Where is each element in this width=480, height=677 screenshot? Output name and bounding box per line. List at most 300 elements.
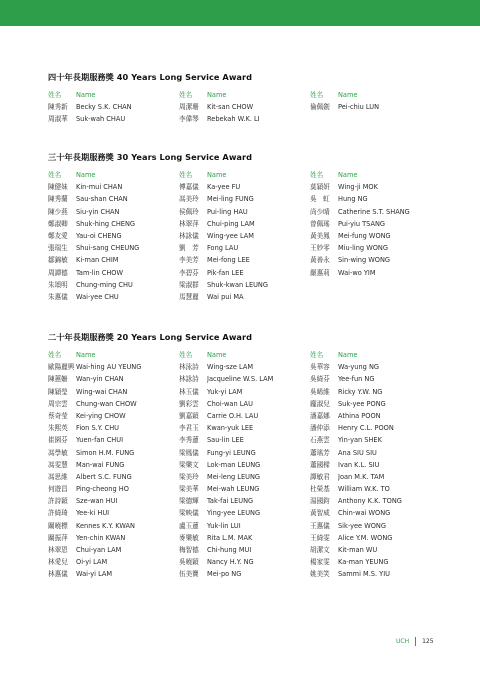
column-header (48, 169, 179, 181)
name-row (179, 483, 310, 495)
name-row (310, 267, 441, 279)
english-name: Wa-yung NG (338, 363, 379, 372)
column-header (48, 89, 179, 101)
column-header (310, 169, 441, 181)
chinese-name: 黃善永 (310, 256, 330, 265)
english-name: Kwan-yuk LEE (207, 424, 254, 433)
name-row (310, 373, 441, 385)
footer-divider (415, 637, 416, 646)
english-name: Oi-yi LAM (76, 558, 108, 567)
name-column (48, 349, 179, 581)
name-row (48, 447, 179, 459)
chinese-name: 梁映儀 (179, 509, 199, 518)
name-row (179, 361, 310, 373)
header-english-name: Name (76, 351, 96, 359)
name-row (179, 181, 310, 193)
english-name: Ka-yee FU (207, 183, 241, 192)
name-row (48, 218, 179, 230)
header-chinese-name: 姓名 (179, 171, 193, 179)
chinese-name: 朱惠儀 (48, 292, 68, 301)
english-name: Yee-ki HUI (76, 509, 110, 518)
name-row (48, 113, 179, 125)
column-header (48, 349, 179, 361)
chinese-name: 梁美玲 (179, 472, 199, 481)
english-name: Shui-sang CHEUNG (76, 244, 140, 253)
english-name: Sin-wing WONG (338, 256, 391, 265)
english-name: Shuk-kwan LEUNG (207, 280, 268, 289)
english-name: Yuen-fan CHUI (76, 436, 124, 445)
english-name: Wing-yee LAM (207, 231, 254, 240)
name-row (48, 544, 179, 556)
english-name: Joan M.K. TAM (338, 472, 385, 481)
chinese-name: 關振萍 (48, 533, 68, 542)
chinese-name: 楊家雯 (310, 558, 330, 567)
chinese-name: 馮思維 (48, 472, 68, 481)
name-row (179, 495, 310, 507)
name-row (48, 410, 179, 422)
chinese-name: 林泳詩 (179, 363, 199, 372)
english-name: Mei-fong LEE (207, 256, 250, 265)
chinese-name: 張瑞生 (48, 244, 68, 253)
header-chinese-name: 姓名 (310, 91, 324, 99)
chinese-name: 吳華容 (310, 363, 330, 372)
chinese-name: 林詠詩 (179, 375, 199, 384)
award-section (48, 332, 438, 579)
name-row (310, 206, 441, 218)
name-row (310, 230, 441, 242)
name-row (179, 230, 310, 242)
name-columns (48, 169, 441, 303)
chinese-name: 陳少燕 (48, 207, 68, 216)
name-row (179, 410, 310, 422)
english-name: Mei-wah LEUNG (207, 485, 260, 494)
column-header (179, 349, 310, 361)
name-row (310, 218, 441, 230)
chinese-name: 陳秀蘭 (48, 195, 68, 204)
english-name: Wan-yin CHAN (76, 375, 124, 384)
english-name: Chui-yan LAM (76, 546, 122, 554)
name-row (48, 267, 179, 279)
header-english-name: Name (207, 171, 227, 179)
chinese-name: 林翠恩 (48, 546, 68, 554)
chinese-name: 王惠儀 (310, 521, 330, 530)
name-row (48, 193, 179, 205)
english-name: Kit-man WU (338, 546, 378, 554)
chinese-name: 朱熙英 (48, 424, 68, 433)
chinese-name: 梅智德 (179, 546, 199, 554)
name-row (310, 242, 441, 254)
section-title: 三十年長期服務獎 30 Years Long Service Award (48, 152, 253, 162)
name-column (48, 89, 179, 126)
chinese-name: 李秀蓮 (179, 436, 199, 445)
english-name: Pei-chiu LUN (338, 103, 380, 112)
chinese-name: 陳健妹 (48, 183, 68, 192)
chinese-name: 吳曉穎 (179, 558, 199, 567)
award-section (48, 72, 438, 124)
chinese-name: 許綺琦 (48, 509, 68, 518)
chinese-name: 莫穎妍 (310, 183, 330, 192)
english-name: Man-wai FUNG (76, 460, 125, 469)
name-row (179, 434, 310, 446)
english-name: Miu-ling WONG (338, 244, 388, 253)
chinese-name: 陳秀新 (48, 103, 68, 112)
name-row (48, 101, 179, 113)
english-name: Wing-ji MOK (338, 183, 378, 192)
column-header (310, 349, 441, 361)
name-row (179, 242, 310, 254)
name-column (179, 349, 310, 581)
english-name: Ana SIU SIU (338, 448, 377, 457)
chinese-name: 王綺雯 (310, 533, 330, 542)
name-row (179, 459, 310, 471)
name-row (48, 181, 179, 193)
name-columns (48, 89, 441, 126)
chinese-name: 周潔珊 (179, 103, 199, 112)
name-row (48, 254, 179, 266)
english-name: William W.K. TO (338, 485, 390, 494)
english-name: Yau-oi CHENG (76, 231, 122, 240)
name-row (310, 181, 441, 193)
english-name: Fong LAU (207, 244, 239, 253)
chinese-name: 石燕雲 (310, 436, 330, 445)
name-row (48, 206, 179, 218)
column-header (310, 89, 441, 101)
chinese-name: 傅嘉儀 (179, 183, 199, 192)
chinese-name: 梁淑群 (179, 280, 199, 289)
english-name: Becky S.K. CHAN (76, 103, 132, 112)
english-name: Rita L.M. MAK (207, 533, 253, 542)
section-title: 二十年長期服務獎 20 Years Long Service Award (48, 332, 253, 342)
chinese-name: 許詩穎 (48, 497, 68, 506)
name-row (179, 386, 310, 398)
chinese-name: 鄭友愛 (48, 231, 68, 240)
header-chinese-name: 姓名 (179, 91, 193, 99)
english-name: Hung NG (338, 195, 368, 204)
chinese-name: 麥樂敏 (179, 533, 199, 542)
name-row (48, 520, 179, 532)
chinese-name: 林翠萍 (179, 219, 199, 228)
name-row (310, 386, 441, 398)
chinese-name: 盧玉蓮 (179, 521, 199, 530)
header-chinese-name: 姓名 (48, 91, 62, 99)
english-name: Alice Y.M. WONG (338, 533, 393, 542)
name-row (310, 544, 441, 556)
english-name: Wai-yee CHU (76, 292, 119, 301)
chinese-name: 倫佩劍 (310, 103, 330, 112)
page-footer (396, 636, 434, 646)
english-name: Kin-mui CHAN (76, 183, 123, 192)
english-name: Jacqueline W.S. LAM (207, 375, 274, 384)
chinese-name: 杜榮基 (310, 485, 330, 494)
name-row (48, 242, 179, 254)
english-name: Athina POON (338, 411, 381, 420)
name-row (179, 193, 310, 205)
chinese-name: 林詠儀 (179, 231, 199, 240)
english-name: Shuk-hing CHENG (76, 219, 135, 228)
name-row (179, 113, 310, 125)
name-row (48, 361, 179, 373)
name-row (48, 483, 179, 495)
english-name: Henry C.L. POON (338, 424, 394, 433)
column-header (179, 89, 310, 101)
english-name: Wai-wo YIM (338, 268, 376, 277)
name-row (179, 544, 310, 556)
chinese-name: 伍美寶 (179, 570, 199, 579)
name-row (310, 507, 441, 519)
name-row (310, 398, 441, 410)
chinese-name: 曾佩瑤 (310, 219, 330, 228)
english-name: Nancy H.Y. NG (207, 558, 254, 567)
header-english-name: Name (76, 91, 96, 99)
column-header (179, 169, 310, 181)
chinese-name: 馮美玲 (179, 195, 199, 204)
name-row (179, 507, 310, 519)
name-row (310, 459, 441, 471)
chinese-name: 姚美笑 (310, 570, 330, 579)
chinese-name: 劉嘉穎 (179, 411, 199, 420)
chinese-name: 梁德輝 (179, 497, 199, 506)
name-row (310, 101, 441, 113)
chinese-name: 侯佩玲 (179, 207, 199, 216)
page-number: 125 (422, 637, 434, 645)
chinese-name: 周譚德 (48, 268, 68, 277)
header-chinese-name: 姓名 (310, 351, 324, 359)
name-column (179, 169, 310, 303)
chinese-name: 李美芳 (179, 256, 199, 265)
chinese-name: 梁樂文 (179, 460, 199, 469)
name-row (179, 373, 310, 385)
english-name: Mei-ling FUNG (207, 195, 254, 204)
chinese-name: 林愛兒 (48, 558, 68, 567)
english-name: Catherine S.T. SHANG (338, 207, 410, 216)
chinese-name: 尚少晴 (310, 207, 330, 216)
english-name: Mei-fung WONG (338, 231, 391, 240)
chinese-name: 劉 芳 (179, 244, 199, 253)
name-row (179, 254, 310, 266)
name-row (179, 398, 310, 410)
name-column (310, 349, 441, 581)
chinese-name: 龐淑兒 (310, 399, 330, 408)
header-english-name: Name (207, 351, 227, 359)
name-column (310, 89, 441, 126)
name-row (179, 291, 310, 303)
chinese-name: 蕭瑤芳 (310, 448, 330, 457)
header-english-name: Name (338, 351, 358, 359)
english-name: Pui-ling HAU (207, 207, 248, 216)
name-column (48, 169, 179, 303)
english-name: Pik-fan LEE (207, 268, 244, 277)
chinese-name: 歐陽麗興 (48, 363, 75, 372)
name-row (179, 447, 310, 459)
english-name: Chi-hung MUI (207, 546, 252, 554)
english-name: Wai pui MA (207, 292, 244, 301)
name-column (310, 169, 441, 303)
chinese-name: 蕭國樑 (310, 460, 330, 469)
chinese-name: 周淑華 (48, 115, 68, 124)
chinese-name: 馮雯慧 (48, 460, 68, 469)
english-name: Wai-hing AU YEUNG (76, 363, 142, 372)
name-row (179, 206, 310, 218)
name-row (310, 483, 441, 495)
name-row (48, 556, 179, 568)
header-chinese-name: 姓名 (310, 171, 324, 179)
chinese-name: 林玉儀 (179, 387, 199, 396)
name-row (310, 495, 441, 507)
english-name: Pui-yiu TSANG (338, 219, 386, 228)
name-row (179, 422, 310, 434)
english-name: Ping-cheong HO (76, 485, 129, 494)
name-row (179, 279, 310, 291)
name-row (310, 568, 441, 580)
chinese-name: 朱頌明 (48, 280, 68, 289)
chinese-name: 湯國鈞 (310, 497, 330, 506)
english-name: Yen-chin KWAN (76, 533, 126, 542)
footer-department: UCH (396, 637, 410, 645)
chinese-name: 吳晞維 (310, 387, 330, 396)
name-row (310, 471, 441, 483)
english-name: Anthony K.K. TONG (338, 497, 402, 506)
header-chinese-name: 姓名 (179, 351, 193, 359)
chinese-name: 馬慧麗 (179, 292, 199, 301)
name-row (179, 520, 310, 532)
header-english-name: Name (338, 91, 358, 99)
name-row (310, 520, 441, 532)
name-row (310, 447, 441, 459)
english-name: Albert S.C. FUNG (76, 472, 132, 481)
english-name: Mei-po NG (207, 570, 242, 579)
award-section (48, 152, 438, 301)
english-name: Ki-man CHIM (76, 256, 119, 265)
english-name: Rebekah W.K. LI (207, 115, 260, 124)
english-name: Wai-yi LAM (76, 570, 113, 579)
name-row (48, 279, 179, 291)
header-chinese-name: 姓名 (48, 351, 62, 359)
name-row (179, 532, 310, 544)
english-name: Chin-wai WONG (338, 509, 391, 518)
chinese-name: 李碧芬 (179, 268, 199, 277)
english-name: Yuk-yi LAM (207, 387, 243, 396)
english-name: Fung-yi LEUNG (207, 448, 256, 457)
chinese-name: 黃美鳳 (310, 231, 330, 240)
english-name: Ying-yee LEUNG (207, 509, 261, 518)
english-name: Suk-yee PONG (338, 399, 386, 408)
english-name: Sau-shan CHAN (76, 195, 128, 204)
chinese-name: 嚴惠莉 (310, 268, 330, 277)
english-name: Kit-san CHOW (207, 103, 254, 112)
chinese-name: 劉彩雲 (179, 399, 199, 408)
chinese-name: 梁美華 (179, 485, 199, 494)
name-row (310, 193, 441, 205)
name-row (48, 471, 179, 483)
name-row (48, 532, 179, 544)
name-row (48, 459, 179, 471)
name-row (48, 568, 179, 580)
chinese-name: 陳穎瑩 (48, 387, 68, 396)
chinese-name: 鄭淑卿 (48, 219, 68, 228)
english-name: Carrie O.H. LAU (207, 411, 259, 420)
chinese-name: 王妙零 (310, 244, 330, 253)
chinese-name: 馮學敏 (48, 448, 68, 457)
header-english-name: Name (207, 91, 227, 99)
english-name: Ka-man YEUNG (338, 558, 389, 567)
name-row (48, 373, 179, 385)
english-name: Siu-yin CHAN (76, 207, 120, 216)
english-name: Yin-yan SHEK (338, 436, 382, 445)
chinese-name: 崔園芬 (48, 436, 68, 445)
name-row (310, 361, 441, 373)
chinese-name: 潘嘉娜 (310, 411, 330, 420)
name-row (310, 434, 441, 446)
english-name: Ricky Y.W. NG (338, 387, 383, 396)
english-name: Kei-ying CHOW (76, 411, 126, 420)
english-name: Mei-leng LEUNG (207, 472, 261, 481)
name-row (48, 495, 179, 507)
english-name: Sze-wan HUI (76, 497, 118, 506)
english-name: Chung-wan CHOW (76, 399, 137, 408)
name-row (310, 556, 441, 568)
english-name: Fion S.Y. CHU (76, 424, 120, 433)
chinese-name: 陳蕙姍 (48, 375, 68, 384)
name-row (179, 556, 310, 568)
chinese-name: 何遊昌 (48, 485, 68, 494)
name-row (310, 422, 441, 434)
english-name: Suk-wah CHAU (76, 115, 126, 124)
header-chinese-name: 姓名 (48, 171, 62, 179)
name-row (179, 218, 310, 230)
name-row (179, 267, 310, 279)
english-name: Sau-lin LEE (207, 436, 244, 445)
name-row (179, 471, 310, 483)
name-row (48, 422, 179, 434)
chinese-name: 黃智威 (310, 509, 330, 518)
name-row (48, 398, 179, 410)
name-row (310, 410, 441, 422)
chinese-name: 譚敏君 (310, 472, 330, 481)
chinese-name: 吳 虹 (310, 195, 330, 204)
chinese-name: 吳綺芬 (310, 375, 330, 384)
name-row (179, 568, 310, 580)
english-name: Chui-ping LAM (207, 219, 255, 228)
header-english-name: Name (338, 171, 358, 179)
chinese-name: 林惠儀 (48, 570, 68, 579)
chinese-name: 蔡奇莹 (48, 411, 68, 420)
english-name: Sammi M.S. YIU (338, 570, 390, 579)
name-row (48, 507, 179, 519)
section-title: 四十年長期服務獎 40 Years Long Service Award (48, 72, 253, 82)
english-name: Lok-man LEUNG (207, 460, 261, 469)
english-name: Wing-sze LAM (207, 363, 254, 372)
header-english-name: Name (76, 171, 96, 179)
english-name: Yee-fun NG (338, 375, 375, 384)
english-name: Chung-ming CHU (76, 280, 133, 289)
chinese-name: 胡潔文 (310, 546, 330, 554)
chinese-name: 李君玉 (179, 424, 199, 433)
name-columns (48, 349, 441, 581)
chinese-name: 周宗雲 (48, 399, 68, 408)
chinese-name: 潘仲添 (310, 424, 330, 433)
chinese-name: 關曉標 (48, 521, 68, 530)
english-name: Simon H.M. FUNG (76, 448, 135, 457)
english-name: Ivan K.L. SIU (338, 460, 380, 469)
english-name: Tak-fai LEUNG (207, 497, 254, 506)
name-column (179, 89, 310, 126)
chinese-name: 鄒錦敏 (48, 256, 68, 265)
english-name: Sik-yee WONG (338, 521, 386, 530)
chinese-name: 李偉琴 (179, 115, 199, 124)
name-row (179, 101, 310, 113)
english-name: Tam-lin CHOW (76, 268, 123, 277)
top-color-bar (0, 0, 480, 26)
